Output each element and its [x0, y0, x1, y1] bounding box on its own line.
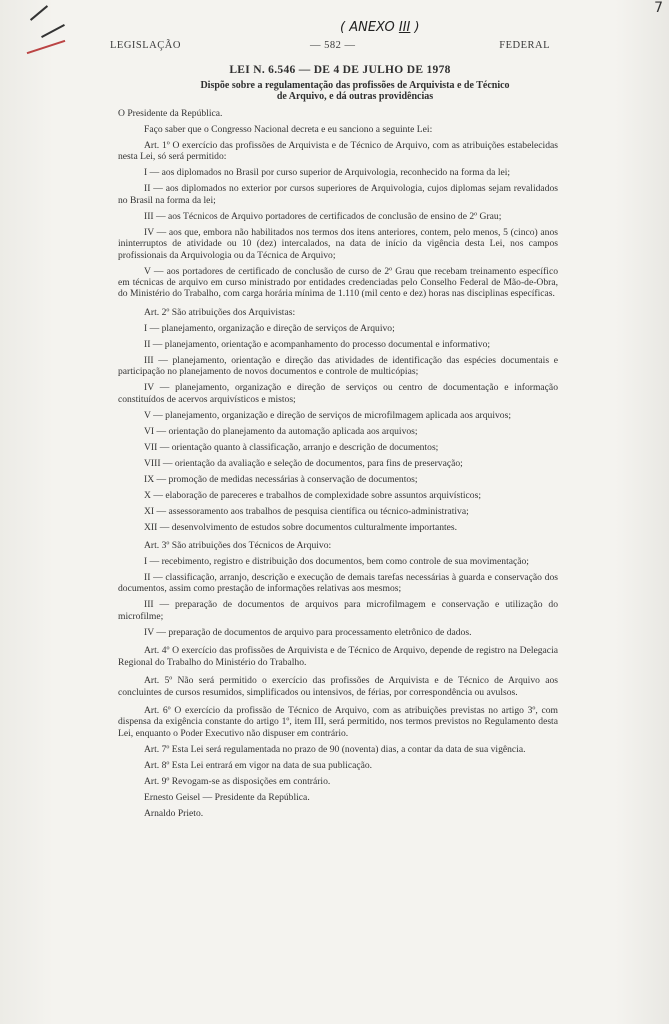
annex-label: ANEXO: [349, 20, 395, 35]
paragraph: Faço saber que o Congresso Nacional decreta e eu sanciono a seguinte Lei:: [144, 124, 433, 135]
annex-handwritten-label: ( ANEXO III ): [340, 20, 420, 35]
paragraph: IV — preparação de documentos de arquivo para processamento eletrônico de dados.: [144, 626, 472, 638]
page-header: [110, 40, 550, 56]
paragraph: Art. 1º O exercício das profissões de Arquivista e de Técnico de Arquivo, com as atribuições estabelecidas nesta Lei, só será permitido:: [118, 140, 558, 163]
pen-mark: [41, 24, 65, 38]
paragraph: III — planejamento, orientação e direção das atividades de identificação das espécies documentais e participação no planejamento de novos documentos e controle de multicópias;: [118, 354, 558, 378]
law-summary: Dispõe sobre a regulamentação das profissões de Arquivista e de Técnico de Arquivo, e dá outras providências: [200, 80, 510, 102]
signature-line: Ernesto Geisel — Presidente da República.: [144, 791, 310, 803]
paragraph: Art. 2º São atribuições dos Arquivistas:: [144, 306, 296, 318]
paragraph: O Presidente da República.: [118, 108, 223, 119]
page-number: — 582 —: [310, 40, 356, 51]
paragraph: XI — assessoramento aos trabalhos de pesquisa científica ou técnico-administrativa;: [144, 505, 469, 517]
paragraph: V — planejamento, organização e direção de serviços de microfilmagem aplicada aos arquivos;: [144, 409, 511, 421]
paragraph: Art. 6º O exercício da profissão de Técnico de Arquivo, com as atribuições previstas no artigo 3º, com dispensa da exigência constante do artigo 1º, item III, será permitido, nos termos previstos no Regulamento desta Lei, enquanto o Poder Executivo não dispuser em contrário.: [118, 704, 558, 739]
paragraph: XII — desenvolvimento de estudos sobre documentos culturalmente importantes.: [144, 521, 458, 533]
paragraph: II — aos diplomados no exterior por cursos superiores de Arquivologia, cujos diplomas sejam revalidados no Brasil na forma da lei;: [118, 183, 558, 206]
paragraph: II — classificação, arranjo, descrição e execução de demais tarefas necessárias à guarda e conservação dos documentos, assim como prestação de informações relativas aos mesmos;: [118, 572, 558, 595]
law-title: LEI N. 6.546 — DE 4 DE JULHO DE 1978: [229, 64, 451, 76]
paragraph: VI — orientação do planejamento da automação aplicada aos arquivos;: [144, 425, 418, 437]
paragraph: III — aos Técnicos de Arquivo portadores de certificados de conclusão de ensino de 2º Grau;: [144, 210, 502, 222]
paragraph: Art. 7º Esta Lei será regulamentada no prazo de 90 (noventa) dias, a contar da data de sua vigência.: [144, 743, 526, 755]
header-right: FEDERAL: [499, 40, 550, 51]
paragraph: III — preparação de documentos de arquivos para microfilmagem e conservação e utilização do microfilme;: [118, 599, 558, 622]
paragraph: II — planejamento, orientação e acompanhamento do processo documental e informativo;: [144, 338, 491, 350]
paragraph: V — aos portadores de certificado de conclusão de curso de 2º Grau que recebam treinamento específico em técnicas de arquivo em curso ministrado por entidades credenciadas pelo Conselho Federal de Mão-de-Obra, do Ministério do Trabalho, com carga horária mínima de 1.110 (mil cento e dez) horas nas disciplinas específicas.: [118, 265, 558, 300]
annex-number: III: [398, 20, 411, 35]
paragraph: I — recebimento, registro e distribuição dos documentos, bem como controle de sua movimentação;: [144, 556, 529, 568]
paragraph: Art. 8º Esta Lei entrará em vigor na data de sua publicação.: [144, 759, 373, 771]
paragraph: Art. 9º Revogam-se as disposições em contrário.: [144, 775, 331, 787]
paragraph: Art. 4º O exercício das profissões de Arquivista e de Técnico de Arquivo, depende de registro na Delegacia Regional do Trabalho do Ministério do Trabalho.: [118, 645, 558, 668]
header-left: LEGISLAÇÃO: [110, 40, 181, 51]
law-body: [118, 108, 558, 824]
corner-handwritten-mark: 7: [654, 0, 663, 16]
paragraph: IV — planejamento, organização e direção de serviços ou centro de documentação e informação constituídos de acervos arquivísticos e mistos;: [118, 382, 558, 405]
paragraph: Art. 3º São atribuições dos Técnicos de Arquivo:: [144, 540, 332, 552]
paragraph: IV — aos que, embora não habilitados nos termos dos itens anteriores, contem, pelo menos, 5 (cinco) anos ininterruptos de atividade ou 10 (dez) intercalados, na data de início da vigência desta Lei, nos campos profissionais da Arquivologia ou da Técnica de Arquivo;: [118, 226, 558, 261]
pen-mark: [30, 5, 48, 21]
paragraph: I — aos diplomados no Brasil por curso superior de Arquivologia, reconhecido na forma da lei;: [144, 167, 511, 179]
paragraph: I — planejamento, organização e direção de serviços de Arquivo;: [144, 322, 395, 334]
paragraph: IX — promoção de medidas necessárias à conservação de documentos;: [144, 473, 418, 485]
red-pen-mark: [27, 40, 66, 54]
paragraph: X — elaboração de pareceres e trabalhos de complexidade sobre assuntos arquivísticos;: [144, 489, 481, 501]
paragraph: VIII — orientação da avaliação e seleção de documentos, para fins de preservação;: [144, 457, 463, 469]
paragraph: VII — orientação quanto à classificação, arranjo e descrição de documentos;: [144, 441, 439, 453]
paragraph: Art. 5º Não será permitido o exercício das profissões de Arquivista e de Técnico de Arquivo aos concluintes de cursos resumidos, simplificados ou intensivos, de férias, por correspondência ou avulsos.: [118, 675, 558, 698]
signature-line: Arnaldo Prieto.: [144, 807, 204, 819]
